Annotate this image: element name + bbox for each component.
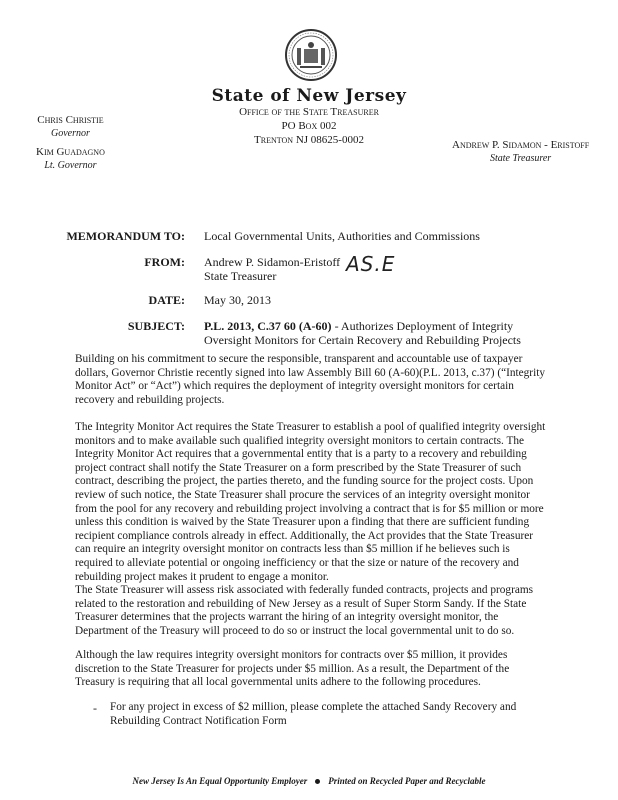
governor-name: Chris Christie [37,114,104,126]
paragraph-4: Although the law requires integrity oversight monitors for contracts over $5 million, it provides discretion to the State Treasurer for projects under $5 million. As a result, the Department of the Treasury is requiring that all local governmental units adhere to the following procedures. [75,649,510,689]
paragraph-2: The Integrity Monitor Act requires the State Treasurer to establish a pool of qualified integrity oversight monitors and to make available such qualified integrity oversight monitors to certain contracts. The Integrity Monitor Act requires that a governmental entity that is a party to a recovery and rebuilding project contract shall notify the State Treasurer on a form prescribed by the State Treasurer of such contract, describing the project, the parties thereto, and the funding source for the project costs. Upon review of such notice, the State Treasurer shall procure the services of an integrity oversight monitor from the pool for any recovery and rebuilding project involving a contract that is for $5 million or more unless this condition is waived by the State Treasurer upon a finding that there are sufficient funding recipient compliance controls already in effect. Additionally, the Act provides that the State Treasurer can require an integrity oversight monitor on contracts less than $5 million if he believes such is required to alleviate potential or ongoing inefficiency or that the size or nature of the recovery and rebuilding project makes it prudent to engage a monitor. [75,421,546,583]
signature: AS.E [346,252,396,276]
po-box: PO Box 002 [281,120,337,132]
governor-block [36,114,105,172]
treasurer-title: State Treasurer [489,153,552,164]
state-title: State of New Jersey [211,86,407,106]
footer-right: Printed on Recycled Paper and Recyclable [328,776,486,786]
state-seal-icon [284,28,338,82]
date-value: May 30, 2013 [204,293,271,307]
paragraph-3: The State Treasurer will assess risk associated with federally funded contracts, projects and programs related to the restoration and rebuilding of New Jersey as a result of Super Storm Sandy. If the State Treasurer determines that the projects warrant the hiring of an integrity oversight monitor, the Department of the Treasury will proceed to do so or instruct the local governmental unit to do so. [75,584,534,637]
treasurer-name: Andrew P. Sidamon - Eristoff [452,139,590,151]
subject-law-ref: P.L. 2013, C.37 60 (A-60) [204,319,332,333]
city-line: Trenton NJ 08625-0002 [254,134,364,146]
treasurer-block [452,139,589,165]
from-label: FROM: [144,255,185,269]
subject-value [204,319,554,347]
footer-left: New Jersey Is An Equal Opportunity Employer [132,776,308,786]
paragraph-1: Building on his commitment to secure the responsible, transparent and accountable use of taxpayer dollars, Governor Christie recently signed into law Assembly Bill 60 (A-60)(P.L. 2013, c.37) (“Integrity Monitor Act” or “Act”) which requires the deployment of integrity oversight monitors for certain recovery and rebuilding projects. [75,353,545,406]
lt-governor-name: Kim Guadagno [36,146,105,158]
to-label: MEMORANDUM TO: [66,229,185,243]
bullet-dot-icon [315,779,320,784]
subject-description: - Authorizes Deployment of Integrity Oversight Monitors for Certain Recovery and Rebuilding Projects [204,319,521,347]
date-label: DATE: [148,293,185,307]
governor-title: Governor [50,128,90,139]
from-name: Andrew P. Sidamon-Eristoff [204,255,341,269]
from-title: State Treasurer [204,269,277,283]
bullet-dash: - [93,701,97,715]
subject-label: SUBJECT: [127,319,185,333]
list-item: For any project in excess of $2 million, please complete the attached Sandy Recovery and Rebuilding Contract Notification Form [110,701,517,727]
to-value: Local Governmental Units, Authorities and Commissions [204,229,480,243]
footer [0,776,618,786]
lt-governor-title: Lt. Governor [44,160,97,171]
office-name: Office of the State Treasurer [239,106,379,118]
